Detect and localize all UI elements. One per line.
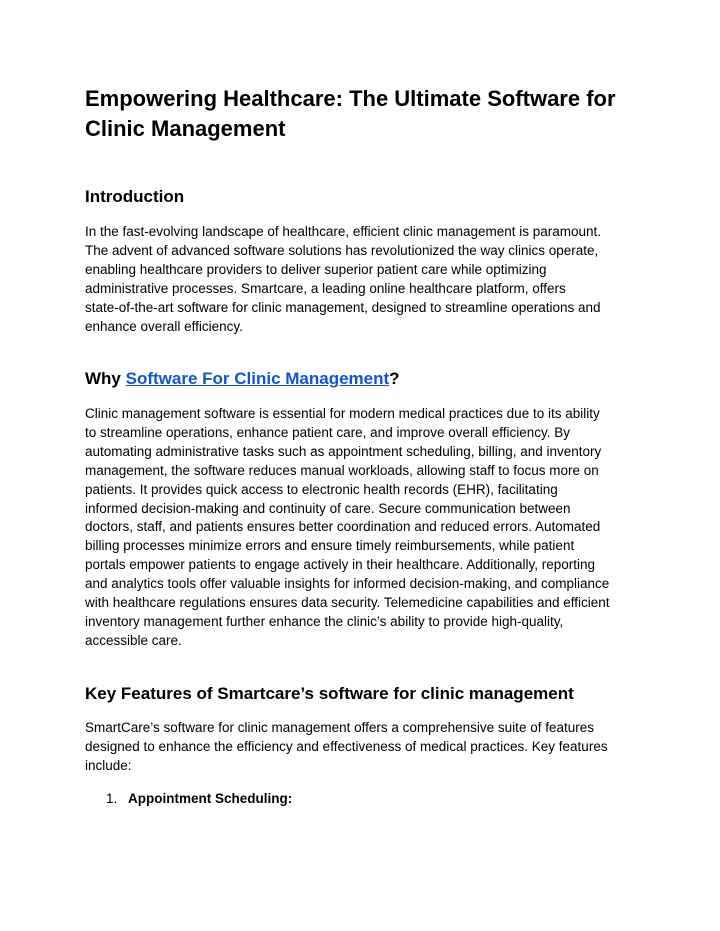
paragraph-line: billing processes minimize errors and ensure timely reimbursements, while patient	[85, 538, 575, 554]
why-heading	[85, 368, 400, 390]
document-title	[85, 84, 645, 144]
list-item	[106, 790, 292, 809]
paragraph-line: doctors, staff, and patients ensures better coordination and reduced errors. Automated	[85, 519, 601, 535]
paragraph-line: SmartCare’s software for clinic management offers a comprehensive suite of features	[85, 720, 594, 735]
features-list	[106, 790, 292, 809]
paragraph-line: with healthcare regulations ensures data security. Telemedicine capabilities and efficient	[85, 595, 610, 611]
paragraph-line: automating administrative tasks such as appointment scheduling, billing, and inventory	[85, 443, 602, 459]
paragraph-line: portals empower patients to engage actively in their healthcare. Additionally, reporting	[85, 557, 596, 573]
paragraph-line: and analytics tools offer valuable insights for informed decision-making, and compliance	[85, 576, 610, 592]
paragraph-line: Clinic management software is essential for modern medical practices due to its ability	[85, 406, 600, 421]
introduction-heading: Introduction	[85, 187, 185, 206]
paragraph-line: enabling healthcare providers to deliver superior patient care while optimizing	[85, 261, 547, 277]
list-item-number: 1.	[106, 791, 118, 806]
paragraph-line: management, the software reduces manual workloads, allowing staff to focus more on	[85, 462, 599, 478]
software-for-clinic-management-link[interactable]: Software For Clinic Management	[125, 369, 390, 388]
key-features-heading: Key Features of Smartcare’s software for clinic management	[85, 684, 574, 703]
introduction-paragraph	[85, 223, 645, 336]
paragraph-line: enhance overall efficiency.	[85, 318, 243, 334]
paragraph-line: designed to enhance the efficiency and effectiveness of medical practices. Key features	[85, 738, 608, 754]
paragraph-line: informed decision-making and continuity of care. Secure communication between	[85, 500, 571, 516]
paragraph-line: state-of-the-art software for clinic management, designed to streamline operations and	[85, 299, 601, 315]
why-paragraph	[85, 405, 645, 651]
paragraph-line: In the fast-evolving landscape of healthcare, efficient clinic management is paramount.	[85, 224, 602, 239]
title-line: Clinic Management	[85, 116, 286, 141]
list-item-label: Appointment Scheduling:	[128, 791, 293, 806]
why-heading-prefix: Why	[85, 369, 126, 388]
paragraph-line: The advent of advanced software solutions has revolutionized the way clinics operate,	[85, 242, 599, 258]
paragraph-line: patients. It provides quick access to electronic health records (EHR), facilitating	[85, 481, 558, 497]
title-line: Empowering Healthcare: The Ultimate Software for	[85, 86, 616, 111]
paragraph-line: administrative processes. Smartcare, a leading online healthcare platform, offers	[85, 280, 566, 296]
paragraph-line: include:	[85, 757, 132, 773]
key-features-paragraph	[85, 719, 645, 776]
paragraph-line: to streamline operations, enhance patient care, and improve overall efficiency. By	[85, 424, 571, 440]
paragraph-line: accessible care.	[85, 632, 182, 648]
paragraph-line: inventory management further enhance the clinic’s ability to provide high-quality,	[85, 613, 564, 629]
why-heading-suffix: ?	[389, 369, 400, 388]
